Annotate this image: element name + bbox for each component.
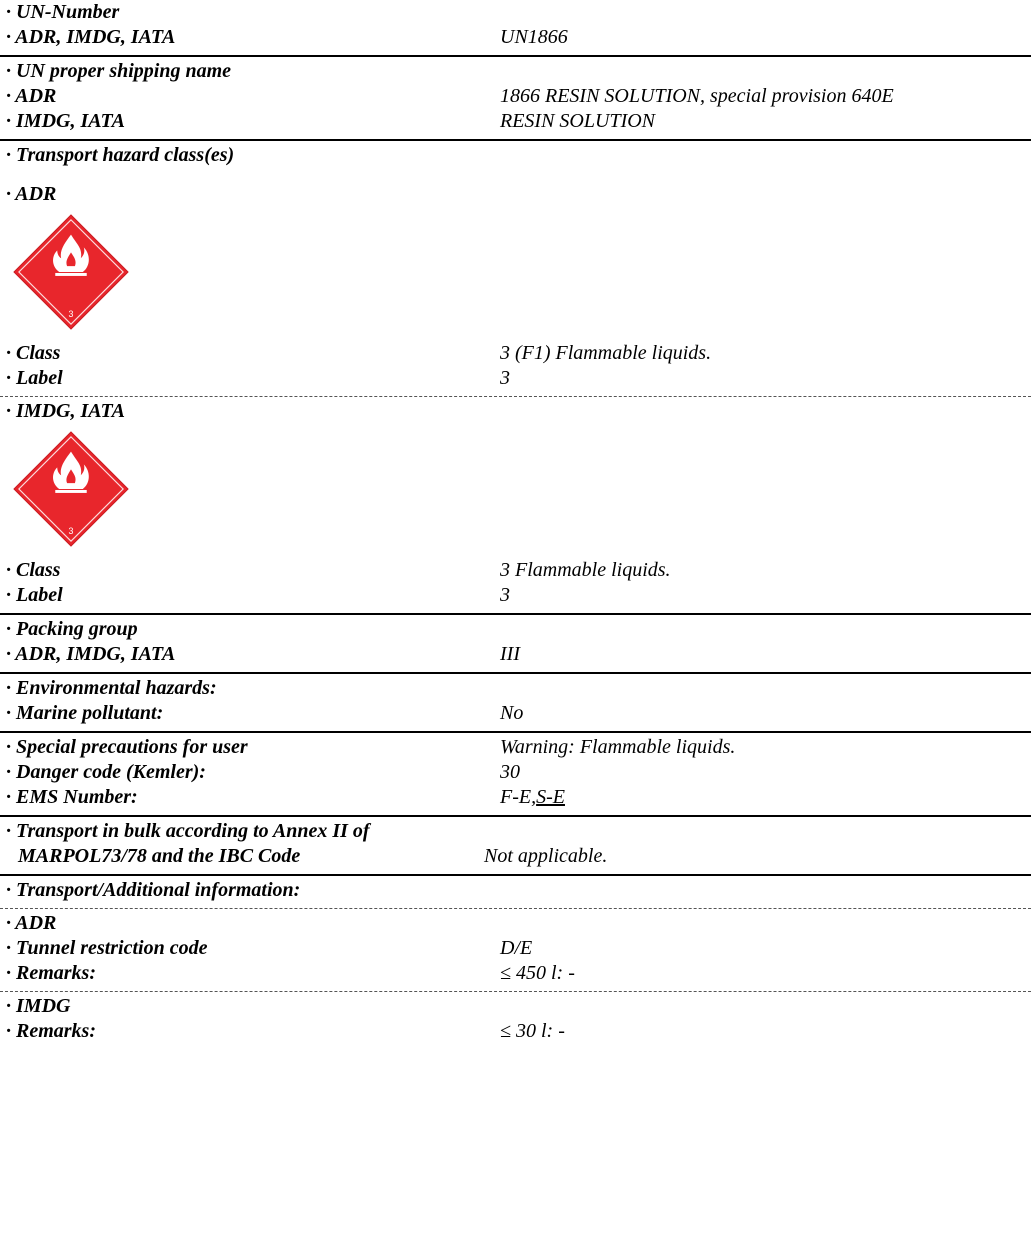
hazard-class-title-row [0, 143, 1031, 168]
bulk-row-1 [0, 819, 1031, 844]
packing-group-value: III [500, 643, 520, 665]
imdg-class-row [0, 558, 1031, 583]
kemler-row [0, 760, 1031, 785]
ems-value [500, 785, 565, 810]
subsection-divider [0, 396, 1031, 397]
adr-label-label: · Label [6, 367, 63, 389]
special-precautions-label: · Special precautions for user [6, 736, 248, 758]
adr-placard-number: 3 [68, 309, 74, 320]
section-divider [0, 613, 1031, 615]
un-number-row [0, 25, 1031, 50]
adr-class-value: 3 (F1) Flammable liquids. [500, 342, 712, 364]
packing-group-title: · Packing group [6, 618, 138, 640]
un-number-title-row [0, 0, 1031, 25]
imdg-label-row [0, 583, 1031, 608]
kemler-label: · Danger code (Kemler): [6, 761, 206, 783]
marine-pollutant-row [0, 701, 1031, 726]
shipping-name-imdg-label: · IMDG, IATA [6, 110, 125, 132]
packing-group-row [0, 642, 1031, 667]
additional-title-row [0, 878, 1031, 903]
imdg-remarks-row [0, 1019, 1031, 1044]
adr-remarks-label: · Remarks: [6, 962, 96, 984]
imdg-remarks-value: ≤ 30 l: - [500, 1020, 565, 1042]
section-divider [0, 815, 1031, 817]
bulk-value: Not applicable. [484, 845, 608, 867]
adr-label-row [0, 366, 1031, 391]
environment-title: · Environmental hazards: [6, 677, 217, 699]
tunnel-label: · Tunnel restriction code [6, 937, 208, 959]
additional-imdg-heading: · IMDG [6, 995, 71, 1017]
additional-adr-heading-row [0, 911, 1031, 936]
shipping-name-adr-row [0, 84, 1031, 109]
shipping-name-adr-label: · ADR [6, 85, 57, 107]
hazard-adr-heading-row [0, 182, 1031, 207]
un-number-title: · UN-Number [6, 1, 120, 23]
shipping-name-adr-value: 1866 RESIN SOLUTION, special provision 640E [500, 85, 894, 107]
shipping-name-title-row [0, 59, 1031, 84]
additional-imdg-heading-row [0, 994, 1031, 1019]
un-number-value: UN1866 [500, 26, 568, 48]
shipping-name-imdg-value: RESIN SOLUTION [500, 110, 656, 132]
special-precautions-row [0, 735, 1031, 760]
section-divider [0, 874, 1031, 876]
packing-group-title-row [0, 617, 1031, 642]
bulk-label-line1: · Transport in bulk according to Annex II of [6, 820, 370, 842]
hazard-adr-heading: · ADR [6, 183, 57, 205]
hazard-class-title: · Transport hazard class(es) [6, 144, 235, 166]
tunnel-value: D/E [500, 937, 533, 959]
marine-pollutant-label: · Marine pollutant: [6, 702, 164, 724]
ems-label: · EMS Number: [6, 786, 138, 808]
adr-class-label: · Class [6, 342, 61, 364]
additional-title: · Transport/Additional information: [6, 879, 301, 901]
adr-class-row [0, 341, 1031, 366]
tunnel-row [0, 936, 1031, 961]
flammable-liquid-placard-icon [12, 213, 130, 331]
hazard-imdg-heading-row [0, 399, 1031, 424]
adr-remarks-row [0, 961, 1031, 986]
subsection-divider [0, 991, 1031, 992]
imdg-label-label: · Label [6, 584, 63, 606]
kemler-value: 30 [500, 761, 520, 783]
special-precautions-value: Warning: Flammable liquids. [500, 736, 736, 758]
imdg-class-label: · Class [6, 559, 61, 581]
ems-value-spillage: S-E [536, 786, 565, 808]
adr-remarks-value: ≤ 450 l: - [500, 962, 575, 984]
bulk-label-line2: MARPOL73/78 and the IBC Code [18, 845, 301, 867]
imdg-remarks-label: · Remarks: [6, 1020, 96, 1042]
ems-row [0, 785, 1031, 810]
section-divider [0, 55, 1031, 57]
subsection-divider [0, 908, 1031, 909]
section-divider [0, 672, 1031, 674]
ems-value-fire: F-E, [500, 786, 537, 808]
imdg-label-value: 3 [500, 584, 510, 606]
additional-adr-heading: · ADR [6, 912, 57, 934]
environment-title-row [0, 676, 1031, 701]
hazard-imdg-heading: · IMDG, IATA [6, 400, 125, 422]
section-divider [0, 731, 1031, 733]
shipping-name-imdg-row [0, 109, 1031, 134]
flammable-liquid-placard-icon [12, 430, 130, 548]
adr-placard-container [0, 207, 1031, 327]
packing-group-label: · ADR, IMDG, IATA [6, 643, 176, 665]
section-divider [0, 139, 1031, 141]
marine-pollutant-value: No [500, 702, 524, 724]
imdg-placard-container [0, 424, 1031, 544]
imdg-placard-number: 3 [68, 526, 74, 537]
imdg-class-value: 3 Flammable liquids. [500, 559, 671, 581]
un-number-label: · ADR, IMDG, IATA [6, 26, 176, 48]
shipping-name-title: · UN proper shipping name [6, 60, 232, 82]
bulk-row-2 [0, 844, 1031, 869]
adr-label-value: 3 [500, 367, 510, 389]
